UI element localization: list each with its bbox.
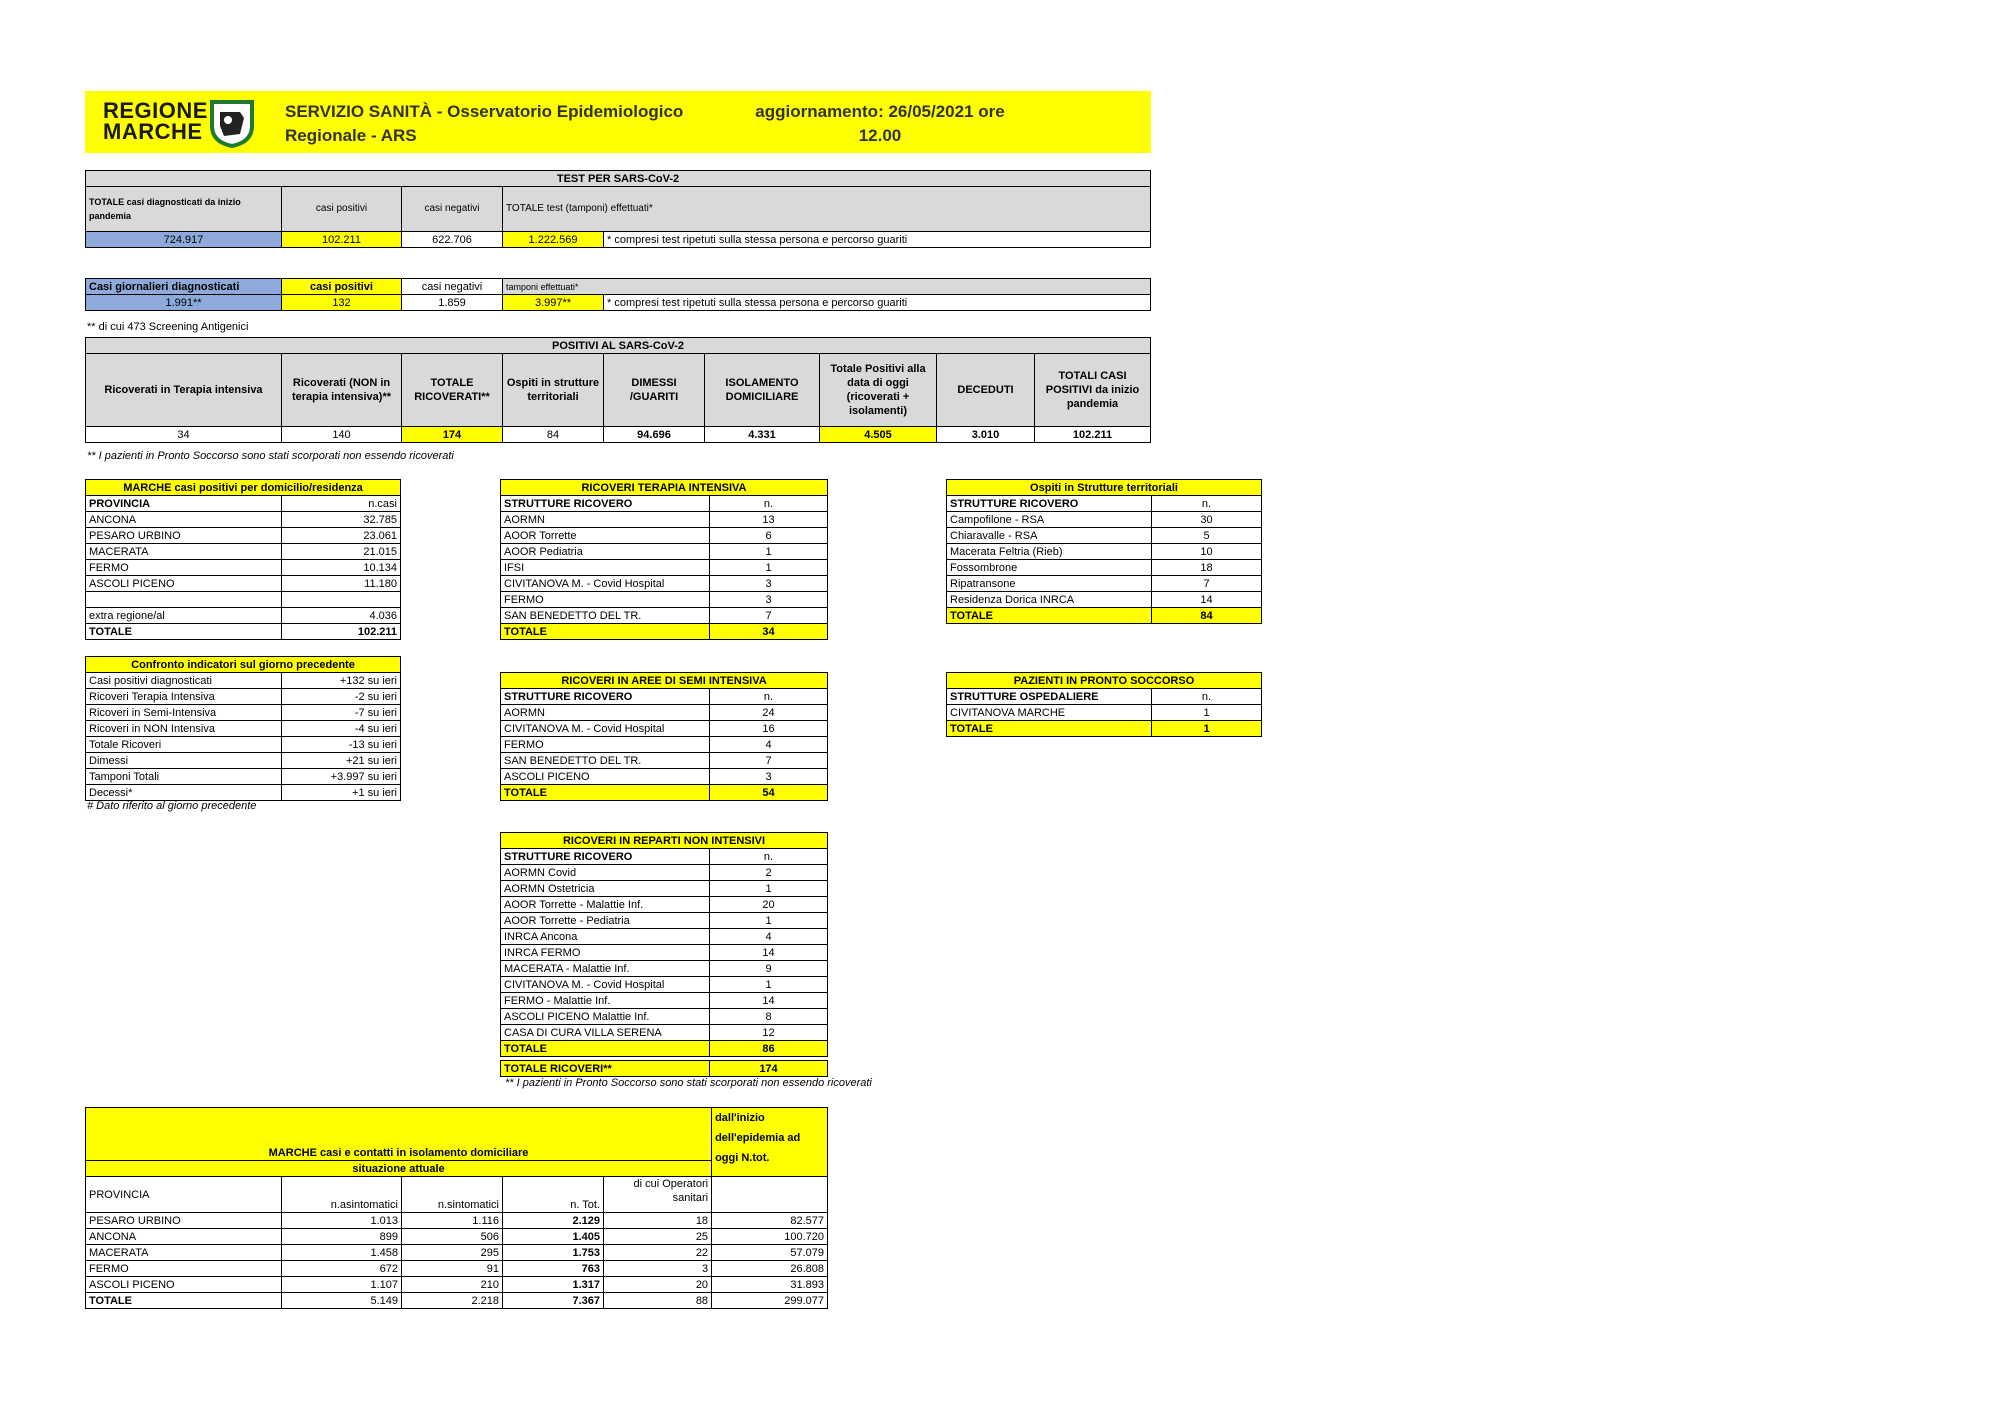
ti-row-value: 3 (710, 592, 828, 608)
non-int-row-value: 2 (710, 865, 828, 881)
ospiti-total-value: 84 (1152, 608, 1262, 624)
provincia-row (86, 592, 401, 608)
semi-row-name: SAN BENEDETTO DEL TR. (501, 753, 710, 769)
region-logo-text (103, 100, 208, 142)
confronto-row-name: Casi positivi diagnosticati (86, 673, 282, 689)
confronto-row-name: Totale Ricoveri (86, 737, 282, 753)
daily-value-negative: 1.859 (402, 295, 503, 311)
service-title-line-1: SERVIZIO SANITÀ - Osservatorio Epidemiologico (285, 102, 684, 121)
isolamento-cell-total: 7.367 (503, 1293, 604, 1309)
semi-row-name: FERMO (501, 737, 710, 753)
isolamento-col-operators: di cui Operatori sanitari (604, 1177, 712, 1213)
semi-row-value: 3 (710, 769, 828, 785)
isolamento-cell-since-start: 100.720 (712, 1229, 828, 1245)
semi-total-label: TOTALE (501, 785, 710, 801)
daily-header-positive: casi positivi (282, 279, 402, 295)
confronto-row (86, 753, 401, 769)
non-int-row (501, 977, 828, 993)
isolamento-cell-since-start: 299.077 (712, 1293, 828, 1309)
provincia-row (86, 576, 401, 592)
semi-row-value: 4 (710, 737, 828, 753)
isolamento-col-total: n. Tot. (503, 1177, 604, 1213)
ospiti-row-name: Residenza Dorica INRCA (947, 592, 1152, 608)
positivi-header-deaths: DECEDUTI (937, 354, 1035, 427)
test-value-total-tests: 1.222.569 (503, 232, 604, 248)
isolamento-col-province: PROVINCIA (86, 1177, 282, 1213)
ti-row-name: FERMO (501, 592, 710, 608)
non-int-table (500, 832, 828, 1057)
provincia-total-value: 102.211 (282, 624, 401, 640)
daily-header-cases: Casi giornalieri diagnosticati (86, 279, 282, 295)
ospiti-row (947, 560, 1262, 576)
isolamento-cell-symptomatic: 506 (402, 1229, 503, 1245)
provincia-row-name: FERMO (86, 560, 282, 576)
provincia-row (86, 512, 401, 528)
test-table (85, 170, 1151, 248)
non-int-row-name: FERMO - Malattie Inf. (501, 993, 710, 1009)
ti-col-count: n. (710, 496, 828, 512)
non-int-row-name: AOOR Torrette - Malattie Inf. (501, 897, 710, 913)
provincia-row-value: 23.061 (282, 528, 401, 544)
non-int-row-name: INRCA Ancona (501, 929, 710, 945)
daily-value-cases: 1.991** (86, 295, 282, 311)
isolamento-table (85, 1107, 828, 1309)
ospiti-table (946, 479, 1262, 624)
positivi-value-total-positive: 4.505 (820, 427, 937, 443)
semi-row (501, 721, 828, 737)
totale-ricoveri-footnote: ** I pazienti in Pronto Soccorso sono stati scorporati non essendo ricoverati (505, 1077, 872, 1089)
provincia-row-value: 4.036 (282, 608, 401, 624)
isolamento-cell-symptomatic: 295 (402, 1245, 503, 1261)
isolamento-since-header: dall'inizio dell'epidemia ad oggi N.tot. (712, 1108, 828, 1177)
provincia-row (86, 544, 401, 560)
non-int-row-value: 1 (710, 977, 828, 993)
isolamento-cell-total: 1.317 (503, 1277, 604, 1293)
confronto-row-name: Decessi* (86, 785, 282, 801)
test-header-positive: casi positivi (282, 187, 402, 232)
confronto-row-value: -4 su ieri (282, 721, 401, 737)
ps-row (947, 705, 1262, 721)
isolamento-row (86, 1293, 828, 1309)
provincia-row-value (282, 592, 401, 608)
non-int-row-value: 8 (710, 1009, 828, 1025)
provincia-row-value: 21.015 (282, 544, 401, 560)
non-int-row-value: 12 (710, 1025, 828, 1041)
ospiti-table-title: Ospiti in Strutture territoriali (947, 480, 1262, 496)
semi-row (501, 705, 828, 721)
isolamento-cell-operators: 18 (604, 1213, 712, 1229)
ps-row-value: 1 (1152, 705, 1262, 721)
isolamento-cell-total: 1.405 (503, 1229, 604, 1245)
confronto-row (86, 737, 401, 753)
non-int-row-value: 1 (710, 881, 828, 897)
ospiti-row-name: Campofilone - RSA (947, 512, 1152, 528)
test-value-total-cases: 724.917 (86, 232, 282, 248)
semi-row-name: AORMN (501, 705, 710, 721)
isolamento-row (86, 1229, 828, 1245)
daily-table (85, 278, 1151, 311)
semi-row-value: 24 (710, 705, 828, 721)
ospiti-row (947, 544, 1262, 560)
non-int-row-value: 4 (710, 929, 828, 945)
positivi-value-guests: 84 (503, 427, 604, 443)
isolamento-cell-since-start: 82.577 (712, 1213, 828, 1229)
provincia-total-label: TOTALE (86, 624, 282, 640)
ps-table-title: PAZIENTI IN PRONTO SOCCORSO (947, 673, 1262, 689)
confronto-row-name: Ricoveri in Semi-Intensiva (86, 705, 282, 721)
isolamento-cell-asymptomatic: 1.458 (282, 1245, 402, 1261)
provincia-col-header: PROVINCIA (86, 496, 282, 512)
isolamento-cell-asymptomatic: 1.107 (282, 1277, 402, 1293)
ti-row-value: 7 (710, 608, 828, 624)
non-int-row (501, 945, 828, 961)
non-int-row (501, 1009, 828, 1025)
isolamento-cell-name: PESARO URBINO (86, 1213, 282, 1229)
positivi-value-discharged: 94.696 (604, 427, 705, 443)
isolamento-cell-total: 763 (503, 1261, 604, 1277)
ospiti-col-count: n. (1152, 496, 1262, 512)
confronto-row-value: -2 su ieri (282, 689, 401, 705)
non-int-row-value: 14 (710, 945, 828, 961)
non-int-row-name: MACERATA - Malattie Inf. (501, 961, 710, 977)
positivi-value-total-cases: 102.211 (1035, 427, 1151, 443)
ti-row-value: 6 (710, 528, 828, 544)
ps-row-name: CIVITANOVA MARCHE (947, 705, 1152, 721)
ospiti-row-name: Macerata Feltria (Rieb) (947, 544, 1152, 560)
update-timestamp (752, 100, 1008, 148)
isolamento-cell-operators: 22 (604, 1245, 712, 1261)
non-int-row-value: 9 (710, 961, 828, 977)
provincia-row (86, 608, 401, 624)
ospiti-row (947, 592, 1262, 608)
ti-row (501, 576, 828, 592)
ospiti-row-value: 7 (1152, 576, 1262, 592)
ti-row (501, 608, 828, 624)
provincia-row-value: 32.785 (282, 512, 401, 528)
ospiti-row-name: Chiaravalle - RSA (947, 528, 1152, 544)
isolamento-cell-operators: 25 (604, 1229, 712, 1245)
isolamento-cell-asymptomatic: 1.013 (282, 1213, 402, 1229)
daily-note: * compresi test ripetuti sulla stessa persona e percorso guariti (604, 295, 1151, 311)
ti-row-name: IFSI (501, 560, 710, 576)
positivi-header-guests: Ospiti in strutture territoriali (503, 354, 604, 427)
totale-ricoveri-value: 174 (710, 1061, 828, 1077)
provincia-row-name: extra regione/al (86, 608, 282, 624)
provincia-table-title: MARCHE casi positivi per domicilio/residenza (86, 480, 401, 496)
isolamento-cell-operators: 88 (604, 1293, 712, 1309)
isolamento-cell-symptomatic: 2.218 (402, 1293, 503, 1309)
ospiti-row-value: 10 (1152, 544, 1262, 560)
confronto-row (86, 769, 401, 785)
ti-row-name: AORMN (501, 512, 710, 528)
ti-row (501, 528, 828, 544)
ti-table (500, 479, 828, 640)
confronto-row-value: +21 su ieri (282, 753, 401, 769)
semi-row (501, 753, 828, 769)
confronto-row-name: Ricoveri in NON Intensiva (86, 721, 282, 737)
ti-row-value: 13 (710, 512, 828, 528)
confronto-row-name: Ricoveri Terapia Intensiva (86, 689, 282, 705)
positivi-header-icu: Ricoverati in Terapia intensiva (86, 354, 282, 427)
ospiti-row-value: 14 (1152, 592, 1262, 608)
non-int-row (501, 913, 828, 929)
ospiti-row (947, 528, 1262, 544)
confronto-row-value: +132 su ieri (282, 673, 401, 689)
isolamento-cell-name: ASCOLI PICENO (86, 1277, 282, 1293)
confronto-row (86, 673, 401, 689)
non-int-row-value: 1 (710, 913, 828, 929)
semi-col-structure: STRUTTURE RICOVERO (501, 689, 710, 705)
ti-row (501, 544, 828, 560)
confronto-row-value: +3.997 su ieri (282, 769, 401, 785)
test-value-positive: 102.211 (282, 232, 402, 248)
ospiti-row-name: Fossombrone (947, 560, 1152, 576)
confronto-row (86, 689, 401, 705)
non-int-row-name: AOOR Torrette - Pediatria (501, 913, 710, 929)
isolamento-cell-symptomatic: 1.116 (402, 1213, 503, 1229)
non-int-row-name: AORMN Ostetricia (501, 881, 710, 897)
non-int-total-value: 86 (710, 1041, 828, 1057)
isolamento-cell-operators: 3 (604, 1261, 712, 1277)
provincia-row-value: 11.180 (282, 576, 401, 592)
logo-line-1: REGIONE (103, 98, 208, 123)
semi-col-count: n. (710, 689, 828, 705)
isolamento-cell-name: TOTALE (86, 1293, 282, 1309)
isolamento-cell-asymptomatic: 5.149 (282, 1293, 402, 1309)
ti-total-value: 34 (710, 624, 828, 640)
isolamento-cell-total: 1.753 (503, 1245, 604, 1261)
isolamento-cell-asymptomatic: 899 (282, 1229, 402, 1245)
non-int-row (501, 993, 828, 1009)
semi-table-title: RICOVERI IN AREE DI SEMI INTENSIVA (501, 673, 828, 689)
confronto-row (86, 721, 401, 737)
isolamento-cell-since-start: 57.079 (712, 1245, 828, 1261)
confronto-table (85, 656, 401, 801)
ti-row-name: SAN BENEDETTO DEL TR. (501, 608, 710, 624)
semi-row-name: ASCOLI PICENO (501, 769, 710, 785)
provincia-row-value: 10.134 (282, 560, 401, 576)
positivi-header-isolation: ISOLAMENTO DOMICILIARE (705, 354, 820, 427)
isolamento-row (86, 1213, 828, 1229)
ps-table (946, 672, 1262, 737)
ti-col-structure: STRUTTURE RICOVERO (501, 496, 710, 512)
isolamento-row (86, 1245, 828, 1261)
non-int-row-name: AORMN Covid (501, 865, 710, 881)
ti-row-name: CIVITANOVA M. - Covid Hospital (501, 576, 710, 592)
positivi-header-discharged: DIMESSI /GUARITI (604, 354, 705, 427)
daily-header-negative: casi negativi (402, 279, 503, 295)
service-title-line-2: Regionale - ARS (285, 126, 417, 145)
provincia-row-name (86, 592, 282, 608)
positivi-table-title: POSITIVI AL SARS-CoV-2 (86, 338, 1151, 354)
isolamento-row (86, 1261, 828, 1277)
positivi-header-non-icu: Ricoverati (NON in terapia intensiva)** (282, 354, 402, 427)
non-int-row (501, 961, 828, 977)
isolamento-row (86, 1277, 828, 1293)
confronto-row-value: -13 su ieri (282, 737, 401, 753)
test-header-total-cases: TOTALE casi diagnosticati da inizio pandemia (86, 187, 282, 232)
semi-row (501, 769, 828, 785)
daily-footnote: ** di cui 473 Screening Antigenici (87, 321, 249, 333)
daily-header-tests: tamponi effettuati* (503, 279, 1151, 295)
provincia-row-name: MACERATA (86, 544, 282, 560)
test-table-title: TEST PER SARS-CoV-2 (86, 171, 1151, 187)
ti-row (501, 560, 828, 576)
positivi-value-isolation: 4.331 (705, 427, 820, 443)
ps-total-label: TOTALE (947, 721, 1152, 737)
provincia-row-name: ASCOLI PICENO (86, 576, 282, 592)
confronto-table-title: Confronto indicatori sul giorno precedente (86, 657, 401, 673)
isolamento-cell-name: FERMO (86, 1261, 282, 1277)
provincia-row-name: ANCONA (86, 512, 282, 528)
ti-row-value: 1 (710, 560, 828, 576)
isolamento-col-asymptomatic: n.asintomatici (282, 1177, 402, 1213)
ospiti-row-name: Ripatransone (947, 576, 1152, 592)
service-title (285, 100, 683, 148)
cases-col-header: n.casi (282, 496, 401, 512)
ospiti-row (947, 512, 1262, 528)
non-int-row (501, 1025, 828, 1041)
test-header-negative: casi negativi (402, 187, 503, 232)
semi-row-value: 16 (710, 721, 828, 737)
positivi-value-total-hospitalized: 174 (402, 427, 503, 443)
provincia-row-name: PESARO URBINO (86, 528, 282, 544)
isolamento-cell-operators: 20 (604, 1277, 712, 1293)
non-int-row (501, 897, 828, 913)
non-int-row-name: CIVITANOVA M. - Covid Hospital (501, 977, 710, 993)
isolamento-cell-since-start: 26.808 (712, 1261, 828, 1277)
non-int-table-title: RICOVERI IN REPARTI NON INTENSIVI (501, 833, 828, 849)
confronto-row-name: Dimessi (86, 753, 282, 769)
ti-table-title: RICOVERI TERAPIA INTENSIVA (501, 480, 828, 496)
ospiti-total-label: TOTALE (947, 608, 1152, 624)
provincia-table (85, 479, 401, 640)
ospiti-row-value: 18 (1152, 560, 1262, 576)
confronto-row-value: -7 su ieri (282, 705, 401, 721)
isolamento-cell-asymptomatic: 672 (282, 1261, 402, 1277)
totale-ricoveri-label: TOTALE RICOVERI** (501, 1061, 710, 1077)
non-int-row-name: ASCOLI PICENO Malattie Inf. (501, 1009, 710, 1025)
confronto-footnote: # Dato riferito al giorno precedente (87, 800, 257, 812)
non-int-col-count: n. (710, 849, 828, 865)
ps-col-count: n. (1152, 689, 1262, 705)
non-int-row (501, 865, 828, 881)
confronto-row-name: Tamponi Totali (86, 769, 282, 785)
isolamento-subtitle: situazione attuale (86, 1161, 712, 1177)
confronto-row (86, 785, 401, 801)
update-line-1: aggiornamento: 26/05/2021 ore (755, 102, 1005, 121)
non-int-col-structure: STRUTTURE RICOVERO (501, 849, 710, 865)
ospiti-col-structure: STRUTTURE RICOVERO (947, 496, 1152, 512)
non-int-row (501, 881, 828, 897)
non-int-row-name: CASA DI CURA VILLA SERENA (501, 1025, 710, 1041)
isolamento-table-title: MARCHE casi e contatti in isolamento domiciliare (86, 1108, 712, 1161)
non-int-row-value: 20 (710, 897, 828, 913)
positivi-header-total-positive: Totale Positivi alla data di oggi (ricoverati + isolamenti) (820, 354, 937, 427)
ti-row (501, 592, 828, 608)
semi-table (500, 672, 828, 801)
daily-value-tests: 3.997** (503, 295, 604, 311)
non-int-row (501, 929, 828, 945)
test-header-total-tests: TOTALE test (tamponi) effettuati* (503, 187, 1151, 232)
semi-row-value: 7 (710, 753, 828, 769)
ospiti-row-value: 5 (1152, 528, 1262, 544)
provincia-row (86, 560, 401, 576)
region-shield-icon (210, 100, 254, 148)
positivi-value-icu: 34 (86, 427, 282, 443)
ti-row-value: 3 (710, 576, 828, 592)
non-int-row-value: 14 (710, 993, 828, 1009)
isolamento-cell-since-start: 31.893 (712, 1277, 828, 1293)
logo-line-2: MARCHE (103, 119, 203, 144)
confronto-row (86, 705, 401, 721)
positivi-table (85, 337, 1151, 443)
provincia-row (86, 528, 401, 544)
semi-row-name: CIVITANOVA M. - Covid Hospital (501, 721, 710, 737)
positivi-footnote: ** I pazienti in Pronto Soccorso sono stati scorporati non essendo ricoverati (87, 450, 454, 462)
isolamento-cell-symptomatic: 91 (402, 1261, 503, 1277)
ospiti-row-value: 30 (1152, 512, 1262, 528)
ospiti-row (947, 576, 1262, 592)
ti-total-label: TOTALE (501, 624, 710, 640)
ti-row-name: AOOR Pediatria (501, 544, 710, 560)
ti-row-name: AOOR Torrette (501, 528, 710, 544)
test-note: * compresi test ripetuti sulla stessa persona e percorso guariti (604, 232, 1151, 248)
ps-total-value: 1 (1152, 721, 1262, 737)
isolamento-cell-symptomatic: 210 (402, 1277, 503, 1293)
test-value-negative: 622.706 (402, 232, 503, 248)
ps-col-structure: STRUTTURE OSPEDALIERE (947, 689, 1152, 705)
confronto-row-value: +1 su ieri (282, 785, 401, 801)
non-int-total-label: TOTALE (501, 1041, 710, 1057)
isolamento-cell-name: ANCONA (86, 1229, 282, 1245)
positivi-value-non-icu: 140 (282, 427, 402, 443)
ti-row-value: 1 (710, 544, 828, 560)
positivi-header-total-cases: TOTALI CASI POSITIVI da inizio pandemia (1035, 354, 1151, 427)
daily-value-positive: 132 (282, 295, 402, 311)
update-line-2: 12.00 (858, 126, 902, 145)
isolamento-col-symptomatic: n.sintomatici (402, 1177, 503, 1213)
ti-row (501, 512, 828, 528)
positivi-value-deaths: 3.010 (937, 427, 1035, 443)
totale-ricoveri-table (500, 1060, 828, 1077)
semi-total-value: 54 (710, 785, 828, 801)
non-int-row-name: INRCA FERMO (501, 945, 710, 961)
semi-row (501, 737, 828, 753)
positivi-header-total-hospitalized: TOTALE RICOVERATI** (402, 354, 503, 427)
isolamento-cell-name: MACERATA (86, 1245, 282, 1261)
isolamento-cell-total: 2.129 (503, 1213, 604, 1229)
